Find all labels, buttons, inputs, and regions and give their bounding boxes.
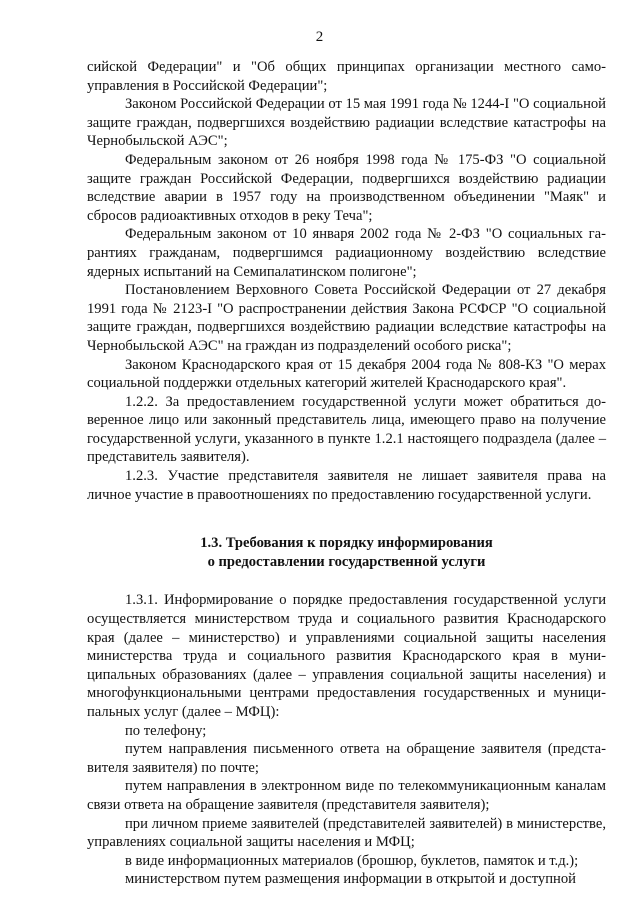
paragraph: министерством путем размещения информации в открытой и доступной <box>125 871 576 888</box>
section-heading-line: о предоставлении государственной услуги <box>207 553 486 570</box>
paragraph: 1.2.3. Участие представителя заявителя не лишает заявителя права на личное участие в правоотношениях по предоставлению государственной услуги. <box>87 468 606 503</box>
paragraphs-after <box>87 591 606 889</box>
section-heading <box>87 534 606 571</box>
paragraph: Федеральным законом от 26 ноября 1998 года № 175-ФЗ "О социальной защите граждан Российской Федерации, подвергшихся воздействию радиации вследствие аварии в 1957 году на производственном объединении "Маяк" и сбросов радиоактивных отходов в реку Теча"; <box>87 151 606 224</box>
section-heading-line: 1.3. Требования к порядку информирования <box>200 535 493 552</box>
paragraph: Законом Российской Федерации от 15 мая 1991 года № 1244-I "О социальной защите граждан, подвергшихся воздействию радиации вследствие катастрофы на Чернобыльской АЭС"; <box>87 96 606 150</box>
paragraph: Законом Краснодарского края от 15 декабря 2004 года № 808-КЗ "О мерах социальной поддержки отдельных категорий жителей Краснодарского края". <box>87 356 606 392</box>
paragraph: по телефону; <box>125 722 207 739</box>
paragraphs-before <box>87 58 606 504</box>
paragraph: Постановлением Верховного Совета Российской Федерации от 27 декабря 1991 года № 2123-I "О распространении действия Закона РСФСР "О социальной защите граждан, подвергшихся воздействию радиации вследствие катастрофы на Чернобыльской АЭС" на граждан из подразделений особого риска"; <box>87 282 606 354</box>
paragraph: 1.2.2. За предоставлением государственной услуги может обратиться доверенное лицо или законный представитель лица, имеющего право на получение государственной услуги, указанного в пункте 1.2.1 настоящего подраздела (далее – представитель заявителя). <box>87 393 606 466</box>
paragraph: в виде информационных материалов (брошюр, буклетов, памяток и т.д.); <box>125 852 579 869</box>
document-body <box>87 58 606 889</box>
paragraph: 1.3.1. Информирование о порядке предоставления государственной услуги осуществляется министерством труда и социального развития Краснодарского края (далее – министерство) и управлениями социальной защиты населения министерства труда и социального развития Краснодарского края в муниципальных образованиях (далее – управления социальной защиты населения) и многофункциональными центрами предоставления государственных и муниципальных услуг (далее – МФЦ): <box>87 592 606 720</box>
page-number: 2 <box>315 29 324 45</box>
paragraph: при личном приеме заявителей (представителей заявителей) в министерстве, управлениях социальной защиты населения и МФЦ; <box>87 815 606 851</box>
paragraph: путем направления письменного ответа на обращение заявителя (представителя заявителя) по почте; <box>87 741 606 776</box>
paragraph: Федеральным законом от 10 января 2002 года № 2-ФЗ "О социальных гарантиях гражданам, подвергшимся радиационному воздействию вследствие ядерных испытаний на Семипалатинском полигоне"; <box>87 226 606 280</box>
paragraph: путем направления в электронном виде по телекоммуникационным каналам связи ответа на обращение заявителя (представителя заявителя); <box>87 778 606 813</box>
paragraph: сийской Федерации" и "Об общих принципах организации местного самоуправления в Российской Федерации"; <box>87 59 606 94</box>
